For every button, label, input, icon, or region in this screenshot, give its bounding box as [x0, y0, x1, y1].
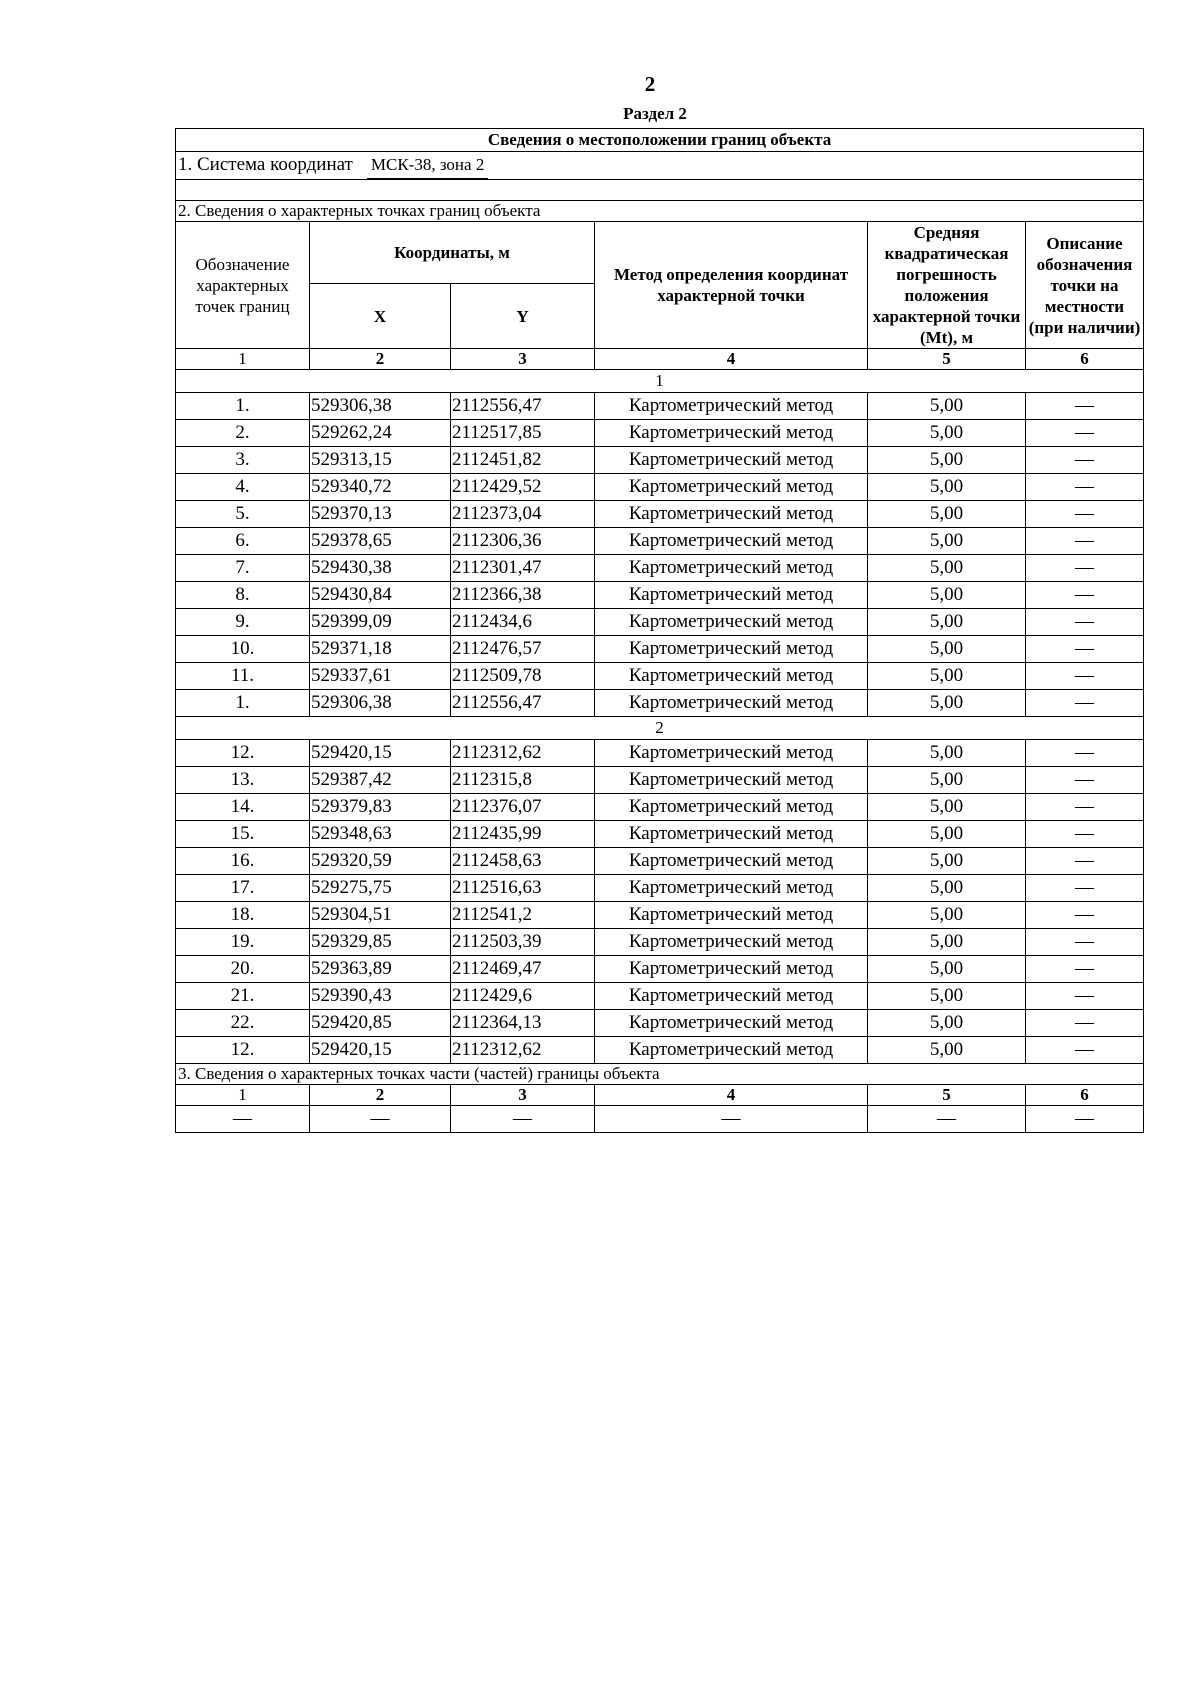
mt-cell: 5,00 [868, 393, 1026, 420]
method-cell: Картометрический метод [595, 956, 868, 983]
description-cell: — [1026, 609, 1144, 636]
description-cell: — [1026, 555, 1144, 582]
table-row [176, 528, 1144, 555]
column-number: 1 [176, 349, 310, 370]
method-cell: Картометрический метод [595, 447, 868, 474]
coordinate-y: 2112517,85 [451, 420, 595, 447]
coordinate-y: 2112435,99 [451, 821, 595, 848]
table-title-row [176, 129, 1144, 152]
header-coords: Координаты, м [310, 222, 595, 284]
table-row [176, 875, 1144, 902]
point-number: 18. [176, 902, 310, 929]
mt-cell: 5,00 [868, 447, 1026, 474]
section3-cell: — [868, 1106, 1026, 1133]
group-label: 1 [176, 370, 1144, 393]
mt-cell: 5,00 [868, 902, 1026, 929]
description-cell: — [1026, 929, 1144, 956]
section2-title: 2. Сведения о характерных точках границ объекта [176, 201, 1144, 222]
header-error: Средняя квадратическая погрешность положения характерной точки (Mt), м [868, 222, 1026, 349]
coordinate-system-label: 1. Система координат [178, 154, 353, 175]
blank-row [176, 180, 1144, 201]
header-method: Метод определения координат характерной точки [595, 222, 868, 349]
coordinate-system-value: МСК-38, зона 2 [367, 152, 488, 179]
coordinate-x: 529378,65 [310, 528, 451, 555]
group-header-row [176, 370, 1144, 393]
description-cell: — [1026, 821, 1144, 848]
page-number: 2 [644, 72, 656, 96]
coordinate-y: 2112516,63 [451, 875, 595, 902]
description-cell: — [1026, 690, 1144, 717]
mt-cell: 5,00 [868, 690, 1026, 717]
mt-cell: 5,00 [868, 1010, 1026, 1037]
coordinate-y: 2112476,57 [451, 636, 595, 663]
coordinate-x: 529275,75 [310, 875, 451, 902]
description-cell: — [1026, 1037, 1144, 1064]
method-cell: Картометрический метод [595, 767, 868, 794]
table-row [176, 555, 1144, 582]
point-number: 14. [176, 794, 310, 821]
point-number: 1. [176, 393, 310, 420]
coordinate-x: 529387,42 [310, 767, 451, 794]
description-cell: — [1026, 447, 1144, 474]
description-cell: — [1026, 501, 1144, 528]
table-row [176, 767, 1144, 794]
coordinate-system-row [176, 152, 1144, 180]
description-cell: — [1026, 420, 1144, 447]
point-number: 4. [176, 474, 310, 501]
section2-title-row [176, 201, 1144, 222]
table-title: Сведения о местоположении границ объекта [176, 129, 1144, 152]
header-y: Y [451, 284, 595, 349]
mt-cell: 5,00 [868, 875, 1026, 902]
table-row [176, 821, 1144, 848]
mt-cell: 5,00 [868, 794, 1026, 821]
method-cell: Картометрический метод [595, 663, 868, 690]
column-number: 6 [1026, 1085, 1144, 1106]
point-number: 12. [176, 740, 310, 767]
description-cell: — [1026, 983, 1144, 1010]
coordinate-x: 529420,15 [310, 1037, 451, 1064]
method-cell: Картометрический метод [595, 501, 868, 528]
mt-cell: 5,00 [868, 555, 1026, 582]
mt-cell: 5,00 [868, 501, 1026, 528]
point-number: 3. [176, 447, 310, 474]
column-number: 6 [1026, 349, 1144, 370]
mt-cell: 5,00 [868, 663, 1026, 690]
point-number: 8. [176, 582, 310, 609]
method-cell: Картометрический метод [595, 609, 868, 636]
table-row [176, 902, 1144, 929]
point-number: 7. [176, 555, 310, 582]
point-number: 13. [176, 767, 310, 794]
table-row [176, 609, 1144, 636]
point-number: 19. [176, 929, 310, 956]
mt-cell: 5,00 [868, 420, 1026, 447]
table-row [176, 501, 1144, 528]
coordinate-y: 2112364,13 [451, 1010, 595, 1037]
boundary-table [175, 128, 1144, 1133]
coordinate-y: 2112503,39 [451, 929, 595, 956]
coordinate-y: 2112301,47 [451, 555, 595, 582]
mt-cell: 5,00 [868, 740, 1026, 767]
point-number: 21. [176, 983, 310, 1010]
coordinate-y: 2112312,62 [451, 1037, 595, 1064]
boundary-table-frame [175, 128, 1143, 1133]
description-cell: — [1026, 582, 1144, 609]
coordinate-y: 2112469,47 [451, 956, 595, 983]
coordinate-x: 529304,51 [310, 902, 451, 929]
section3-title: 3. Сведения о характерных точках части (частей) границы объекта [176, 1064, 1144, 1085]
method-cell: Картометрический метод [595, 821, 868, 848]
coordinate-y: 2112306,36 [451, 528, 595, 555]
table-row [176, 983, 1144, 1010]
point-number: 9. [176, 609, 310, 636]
header-description: Описание обозначения точки на местности (при наличии) [1026, 222, 1144, 349]
method-cell: Картометрический метод [595, 474, 868, 501]
description-cell: — [1026, 663, 1144, 690]
column-number: 3 [451, 349, 595, 370]
coordinate-x: 529430,84 [310, 582, 451, 609]
description-cell: — [1026, 528, 1144, 555]
method-cell: Картометрический метод [595, 740, 868, 767]
point-number: 11. [176, 663, 310, 690]
section3-cell: — [595, 1106, 868, 1133]
coordinate-y: 2112315,8 [451, 767, 595, 794]
mt-cell: 5,00 [868, 1037, 1026, 1064]
coordinate-y: 2112509,78 [451, 663, 595, 690]
coordinate-y: 2112429,6 [451, 983, 595, 1010]
coordinate-y: 2112373,04 [451, 501, 595, 528]
description-cell: — [1026, 956, 1144, 983]
table-row [176, 929, 1144, 956]
mt-cell: 5,00 [868, 636, 1026, 663]
point-number: 5. [176, 501, 310, 528]
point-number: 22. [176, 1010, 310, 1037]
coordinate-y: 2112458,63 [451, 848, 595, 875]
coordinate-x: 529306,38 [310, 690, 451, 717]
method-cell: Картометрический метод [595, 848, 868, 875]
coordinate-x: 529337,61 [310, 663, 451, 690]
method-cell: Картометрический метод [595, 929, 868, 956]
column-number: 5 [868, 349, 1026, 370]
section3-row [176, 1106, 1144, 1133]
column-number: 4 [595, 349, 868, 370]
column-number: 5 [868, 1085, 1026, 1106]
coordinate-x: 529371,18 [310, 636, 451, 663]
method-cell: Картометрический метод [595, 555, 868, 582]
section3-cell: — [176, 1106, 310, 1133]
table-row [176, 474, 1144, 501]
coordinate-y: 2112434,6 [451, 609, 595, 636]
table-row [176, 794, 1144, 821]
description-cell: — [1026, 767, 1144, 794]
method-cell: Картометрический метод [595, 983, 868, 1010]
method-cell: Картометрический метод [595, 794, 868, 821]
coordinate-x: 529306,38 [310, 393, 451, 420]
column-number: 2 [310, 1085, 451, 1106]
method-cell: Картометрический метод [595, 690, 868, 717]
method-cell: Картометрический метод [595, 902, 868, 929]
point-number: 1. [176, 690, 310, 717]
coordinate-x: 529399,09 [310, 609, 451, 636]
coordinate-x: 529390,43 [310, 983, 451, 1010]
coordinate-y: 2112556,47 [451, 393, 595, 420]
coordinate-x: 529348,63 [310, 821, 451, 848]
column-number: 1 [176, 1085, 310, 1106]
section3-title-row [176, 1064, 1144, 1085]
method-cell: Картометрический метод [595, 636, 868, 663]
table-row [176, 636, 1144, 663]
description-cell: — [1026, 636, 1144, 663]
table-row [176, 393, 1144, 420]
coordinate-x: 529340,72 [310, 474, 451, 501]
table-row [176, 690, 1144, 717]
coordinate-x: 529430,38 [310, 555, 451, 582]
mt-cell: 5,00 [868, 609, 1026, 636]
point-number: 2. [176, 420, 310, 447]
description-cell: — [1026, 393, 1144, 420]
coordinate-y: 2112556,47 [451, 690, 595, 717]
mt-cell: 5,00 [868, 848, 1026, 875]
coordinate-x: 529363,89 [310, 956, 451, 983]
description-cell: — [1026, 848, 1144, 875]
coordinate-y: 2112366,38 [451, 582, 595, 609]
point-number: 17. [176, 875, 310, 902]
method-cell: Картометрический метод [595, 1010, 868, 1037]
column-number-row [176, 349, 1144, 370]
description-cell: — [1026, 902, 1144, 929]
coordinate-y: 2112429,52 [451, 474, 595, 501]
table-row [176, 848, 1144, 875]
point-number: 12. [176, 1037, 310, 1064]
table-row [176, 1010, 1144, 1037]
method-cell: Картометрический метод [595, 582, 868, 609]
section3-column-number-row [176, 1085, 1144, 1106]
description-cell: — [1026, 474, 1144, 501]
description-cell: — [1026, 794, 1144, 821]
header-row [176, 222, 1144, 284]
header-x: X [310, 284, 451, 349]
point-number: 6. [176, 528, 310, 555]
description-cell: — [1026, 1010, 1144, 1037]
point-number: 20. [176, 956, 310, 983]
mt-cell: 5,00 [868, 582, 1026, 609]
column-number: 2 [310, 349, 451, 370]
coordinate-x: 529420,85 [310, 1010, 451, 1037]
coordinate-x: 529262,24 [310, 420, 451, 447]
table-row [176, 1037, 1144, 1064]
group-header-row [176, 717, 1144, 740]
method-cell: Картометрический метод [595, 393, 868, 420]
mt-cell: 5,00 [868, 474, 1026, 501]
table-row [176, 740, 1144, 767]
mt-cell: 5,00 [868, 821, 1026, 848]
mt-cell: 5,00 [868, 929, 1026, 956]
coordinate-y: 2112451,82 [451, 447, 595, 474]
coordinate-y: 2112541,2 [451, 902, 595, 929]
coordinate-x: 529420,15 [310, 740, 451, 767]
coordinate-x: 529370,13 [310, 501, 451, 528]
point-number: 15. [176, 821, 310, 848]
description-cell: — [1026, 740, 1144, 767]
coordinate-x: 529313,15 [310, 447, 451, 474]
point-number: 10. [176, 636, 310, 663]
method-cell: Картометрический метод [595, 528, 868, 555]
mt-cell: 5,00 [868, 956, 1026, 983]
coordinate-x: 529379,83 [310, 794, 451, 821]
mt-cell: 5,00 [868, 983, 1026, 1010]
description-cell: — [1026, 875, 1144, 902]
coordinate-x: 529329,85 [310, 929, 451, 956]
method-cell: Картометрический метод [595, 875, 868, 902]
mt-cell: 5,00 [868, 767, 1026, 794]
table-row [176, 663, 1144, 690]
section-title: Раздел 2 [623, 104, 687, 123]
mt-cell: 5,00 [868, 528, 1026, 555]
method-cell: Картометрический метод [595, 1037, 868, 1064]
section3-cell: — [310, 1106, 451, 1133]
method-cell: Картометрический метод [595, 420, 868, 447]
coordinate-x: 529320,59 [310, 848, 451, 875]
section3-cell: — [1026, 1106, 1144, 1133]
column-number: 4 [595, 1085, 868, 1106]
table-row [176, 582, 1144, 609]
table-row [176, 447, 1144, 474]
coordinate-y: 2112312,62 [451, 740, 595, 767]
coordinate-y: 2112376,07 [451, 794, 595, 821]
table-row [176, 420, 1144, 447]
group-label: 2 [176, 717, 1144, 740]
column-number: 3 [451, 1085, 595, 1106]
header-point: Обозначение характерных точек границ [176, 222, 310, 349]
point-number: 16. [176, 848, 310, 875]
table-row [176, 956, 1144, 983]
section3-cell: — [451, 1106, 595, 1133]
